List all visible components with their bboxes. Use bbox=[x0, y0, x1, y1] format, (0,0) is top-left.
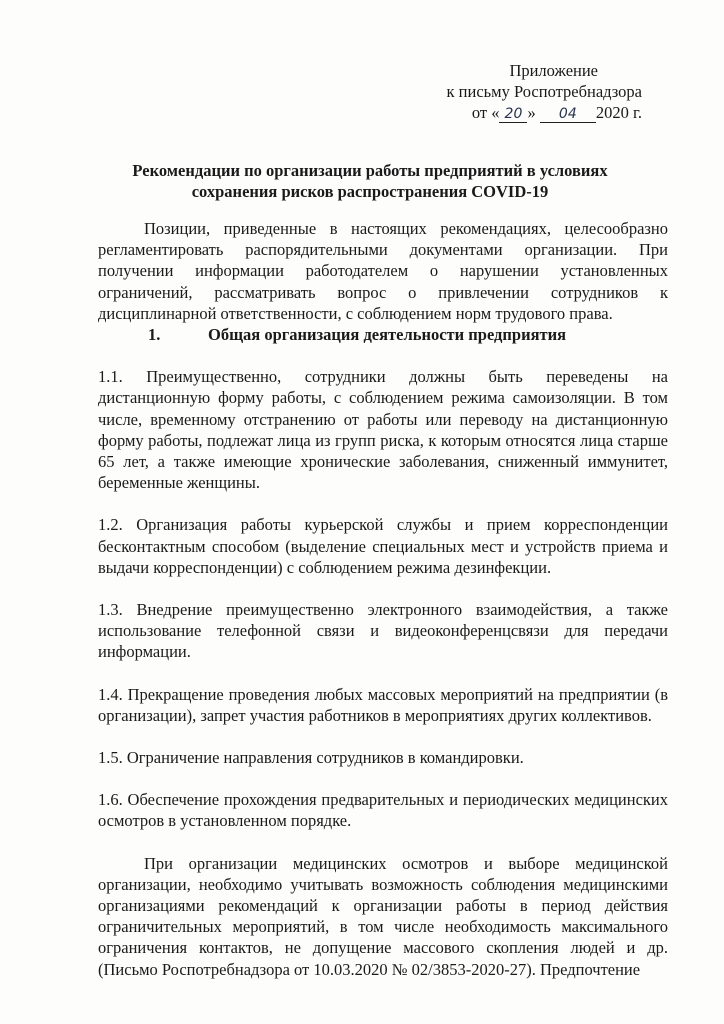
date-month-handwritten: 04 bbox=[558, 106, 577, 122]
spacer bbox=[98, 832, 668, 853]
annex-date bbox=[447, 102, 642, 123]
item-1-5: 1.5. Ограничение направления сотрудников в командировки. bbox=[98, 748, 524, 768]
date-month-blank bbox=[540, 105, 596, 123]
date-prefix: от « bbox=[471, 103, 500, 122]
spacer bbox=[98, 493, 668, 514]
title-line-1: Рекомендации по организации работы предприятий в условиях bbox=[132, 161, 608, 180]
date-day-blank bbox=[499, 105, 527, 123]
closing-paragraph: При организации медицинских осмотров и выборе медицинской организации, необходимо учитывать возможность соблюдения медицинскими организациями рекомендаций к организации работы в период действия ограничительных мероприятий, в том числе необходимость максимального ограничения контактов, не допущение массового скопления людей и др. (Письмо Роспотребнадзора от 10.03.2020 № 02/3853-2020-27). Предпочтение bbox=[98, 853, 668, 979]
date-mid: » bbox=[527, 103, 536, 122]
spacer bbox=[98, 578, 668, 599]
spacer bbox=[98, 663, 668, 684]
annex-letter-ref: к письму Роспотребнадзора bbox=[446, 82, 642, 101]
section-title: Общая организация деятельности предприятия bbox=[208, 325, 567, 345]
item-1-2: 1.2. Организация работы курьерской службы и прием корреспонденции бесконтактным способом (выделение специальных мест и устройств приема и выдачи корреспонденции) с соблюдением режима дезинфекции. bbox=[98, 515, 668, 577]
annex-header bbox=[447, 60, 642, 123]
spacer bbox=[98, 726, 668, 747]
item-1-1: 1.1. Преимущественно, сотрудники должны быть переведены на дистанционную форму работы, с соблюдением режима самоизоляции. В том числе, временному отстранению от работы или переводу на дистанционную форму работы, подлежат лица из групп риска, к которым относятся лица старше 65 лет, а также имеющие хронические заболевания, сниженный иммунитет, беременные женщины. bbox=[98, 367, 668, 493]
item-1-4: 1.4. Прекращение проведения любых массовых мероприятий на предприятии (в организации), запрет участия работников в мероприятиях других коллективов. bbox=[98, 684, 668, 725]
intro-paragraph: Позиции, приведенные в настоящих рекомендациях, целесообразно регламентировать распорядительными документами организации. При получении информации работодателем о нарушении установленных ограничений, рассматривать вопрос о привлечении сотрудников к дисциплинарной ответственности, с соблюдением норм трудового права. bbox=[98, 219, 668, 323]
date-day-handwritten: 20 bbox=[504, 106, 523, 122]
item-1-6: 1.6. Обеспечение прохождения предварительных и периодических медицинских осмотров в установленном порядке. bbox=[98, 790, 668, 831]
title-line-2: сохранения рисков распространения COVID-19 bbox=[191, 182, 549, 201]
section-heading bbox=[98, 324, 668, 345]
spacer bbox=[98, 768, 668, 789]
annex-label: Приложение bbox=[509, 61, 598, 80]
section-number: 1. bbox=[148, 325, 161, 345]
spacer bbox=[98, 345, 668, 366]
date-suffix: 2020 г. bbox=[595, 103, 642, 122]
document-body bbox=[98, 218, 668, 980]
item-1-3: 1.3. Внедрение преимущественно электронного взаимодействия, а также использование телефонной связи и видеоконференцсвязи для передачи информации. bbox=[98, 600, 668, 662]
document-title bbox=[90, 160, 650, 202]
